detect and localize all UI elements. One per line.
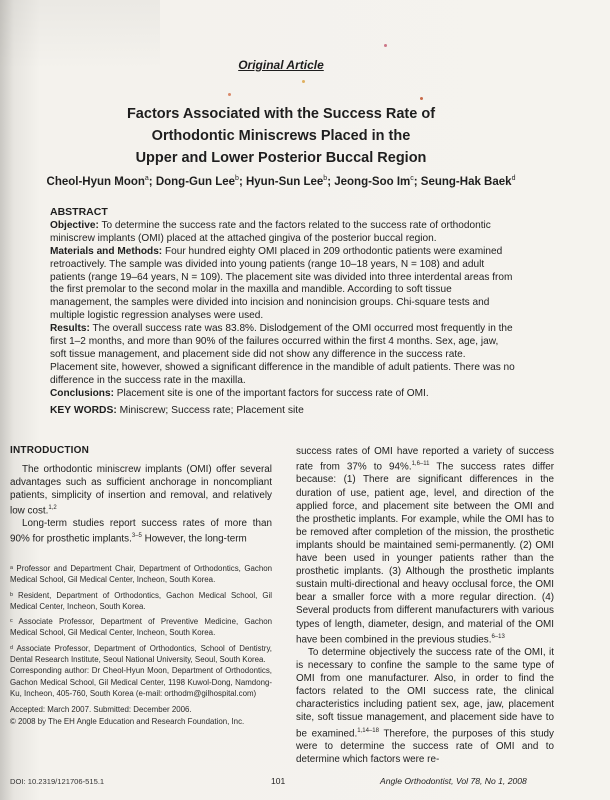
author-affiliation-mark: c bbox=[410, 175, 414, 182]
author-affiliation-mark: a bbox=[144, 175, 149, 182]
abstract-methods bbox=[50, 246, 515, 323]
author-list bbox=[0, 175, 562, 188]
print-speck bbox=[420, 97, 423, 100]
author-affiliation-mark: b bbox=[323, 175, 328, 182]
citation: 6–13 bbox=[491, 633, 505, 640]
author-affiliation-mark: b bbox=[235, 175, 239, 182]
page-number: 101 bbox=[271, 776, 286, 786]
author-separator: ; bbox=[148, 175, 156, 188]
abstract-results bbox=[50, 323, 515, 388]
abstract-objective bbox=[50, 220, 515, 246]
key-words bbox=[50, 405, 304, 416]
abstract-label: Results: bbox=[50, 323, 90, 335]
title-line: Upper and Lower Posterior Buccal Region bbox=[135, 150, 427, 166]
right-column-text bbox=[296, 445, 554, 766]
corresponding-author: Corresponding author: Dr Cheol-Hyun Moon, Department of Orthodontics, Gachon Medical School, Gil Medical Center, 1198 Kuwol-Dong, Namdong-Ku, Incheon, 405-760, South Korea (e-mail: orthodm@gilhospital.com) bbox=[10, 666, 272, 698]
abstract-conclusions bbox=[50, 388, 515, 401]
paragraph: The orthodontic miniscrew implants (OMI) offer several advantages such as sufficient anchorage in noncompliant patients, simplicity of insertion and removal, and relatively low cost.$^{1,2}$ bbox=[10, 464, 272, 517]
affiliation-c: ᶜ Associate Professor, Department of Preventive Medicine, Gachon Medical School, Gil Medical Center, Incheon, South Korea. bbox=[10, 617, 272, 638]
journal-citation: Angle Orthodontist, Vol 78, No 1, 2008 bbox=[380, 776, 527, 786]
article-title bbox=[60, 103, 502, 169]
paragraph: Long-term studies report success rates of more than 90% for prosthetic implants.$^{3-5}$ However, the long-term bbox=[10, 518, 272, 545]
author-name: Seung-Hak Baek bbox=[420, 175, 512, 188]
accepted-date: Accepted: March 2007. Submitted: December 2006. bbox=[10, 705, 192, 715]
abstract-label: Materials and Methods: bbox=[50, 245, 163, 257]
citation: 3–5 bbox=[131, 533, 142, 540]
author-separator: ; bbox=[413, 175, 421, 188]
citation: 1,14–18 bbox=[357, 727, 379, 734]
affiliation-footnotes bbox=[10, 563, 272, 727]
abstract-text: Placement site is one of the important factors for success rate of OMI. bbox=[116, 387, 429, 399]
author-name: Hyun-Sun Lee bbox=[245, 175, 324, 188]
abstract-label: Conclusions: bbox=[50, 387, 114, 399]
author-separator: ; bbox=[238, 175, 246, 188]
abstract-text: To determine the success rate and the factors related to the success rate of orthodontic miniscrew implants (OMI) placed at the attached gingiva of the posterior buccal region. bbox=[50, 219, 491, 244]
title-line: Factors Associated with the Success Rate of bbox=[126, 106, 436, 122]
author-separator: ; bbox=[327, 175, 335, 188]
key-words-text: Miniscrew; Success rate; Placement site bbox=[119, 405, 304, 416]
citation: 1,6–11 bbox=[411, 461, 430, 468]
author-name: Cheol-Hyun Moon bbox=[46, 175, 145, 188]
paragraph: success rates of OMI have reported a variety of success rate from 37% to 94%.$^{1,6-11}$ The success rates differ because: (1) There are significant differences in the duration of use, patient age, level, and direction of the applied force, and placement site between the OMI and the prosthetic implants. For example, while the OMI has to be removed after completion of the mission, the prosthetic implants should be maintained semi-permanently. (2) OMI have been used in younger patients rather than the prosthetic implants. (3) Although the prosthetic implants sustain multi-directional and heavy occlusal force, the OMI bear a smaller force with a more regular direction. (4) Several products from different manufacturers with various types of length, diameter, design, and material of the OMI have been combined in the previous studies.$^{6-13}$ bbox=[296, 446, 554, 645]
doi: DOI: 10.2319/121706-515.1 bbox=[10, 777, 105, 786]
copyright: © 2008 by The EH Angle Education and Research Foundation, Inc. bbox=[10, 716, 245, 726]
affiliation-b: ᵇ Resident, Department of Orthodontics, Gachon Medical School, Gil Medical Center, Incheon, South Korea. bbox=[10, 590, 272, 611]
citation: 1,2 bbox=[48, 505, 57, 511]
section-heading-introduction: INTRODUCTION bbox=[10, 445, 90, 456]
affiliation-d: ᵈ Associate Professor, Department of Orthodontics, School of Dentistry, Dental Research Institute, Seoul National University, Seoul, South Korea. bbox=[10, 643, 272, 665]
print-speck bbox=[384, 44, 387, 47]
print-speck bbox=[302, 80, 305, 83]
introduction-text bbox=[10, 463, 272, 546]
author-name: Jeong-Soo Im bbox=[334, 175, 411, 188]
abstract-text: Four hundred eighty OMI placed in 209 orthodontic patients were examined retroactively. The sample was divided into young patients (range 10–18 years, N = 108) and adult patients (range 19–64 years, N = 109). The placement site was divided into three interdental areas from the first premolar to the second molar in the maxilla and mandible. According to soft tissue management, the samples were divided into incision and nonincision groups. Chi-square tests and multiple logistic regression analyses were used. bbox=[50, 245, 513, 322]
author-affiliation-mark: d bbox=[511, 175, 516, 182]
author-name: Dong-Gun Lee bbox=[155, 175, 236, 188]
title-line: Orthodontic Miniscrews Placed in the bbox=[151, 128, 411, 144]
key-words-label: KEY WORDS: bbox=[50, 405, 117, 416]
print-speck bbox=[228, 93, 231, 96]
paragraph: To determine objectively the success rate of the OMI, it is necessary to confine the sample to the same type of OMI from one manufacturer. Also, in order to find the factors related to the OMI success rate, the clinical characteristics including patient sex, age, jaw, placement site, soft tissue management, and placement side have to be examined.$^{1,14-18}$ Therefore, the purposes of this study were to determine the success rate of OMI and to determine which factors were re- bbox=[296, 647, 554, 766]
abstract bbox=[50, 206, 515, 401]
abstract-heading: ABSTRACT bbox=[50, 206, 108, 218]
abstract-text: The overall success rate was 83.8%. Dislodgement of the OMI occurred most frequently in the first 1–2 months, and more than 90% of the failures occurred within the first 4 months. Sex, age, jaw, soft tissue management, and placement side did not show any difference in the success rate. Placement site, however, showed a significant difference in the mandible of adult patients. There was no difference in the success rate in the maxilla. bbox=[50, 323, 515, 386]
affiliation-a: ᵃ Professor and Department Chair, Department of Orthodontics, Gachon Medical School, Gil Medical Center, Incheon, South Korea. bbox=[10, 564, 272, 585]
abstract-label: Objective: bbox=[50, 219, 99, 231]
article-type: Original Article bbox=[238, 58, 324, 72]
